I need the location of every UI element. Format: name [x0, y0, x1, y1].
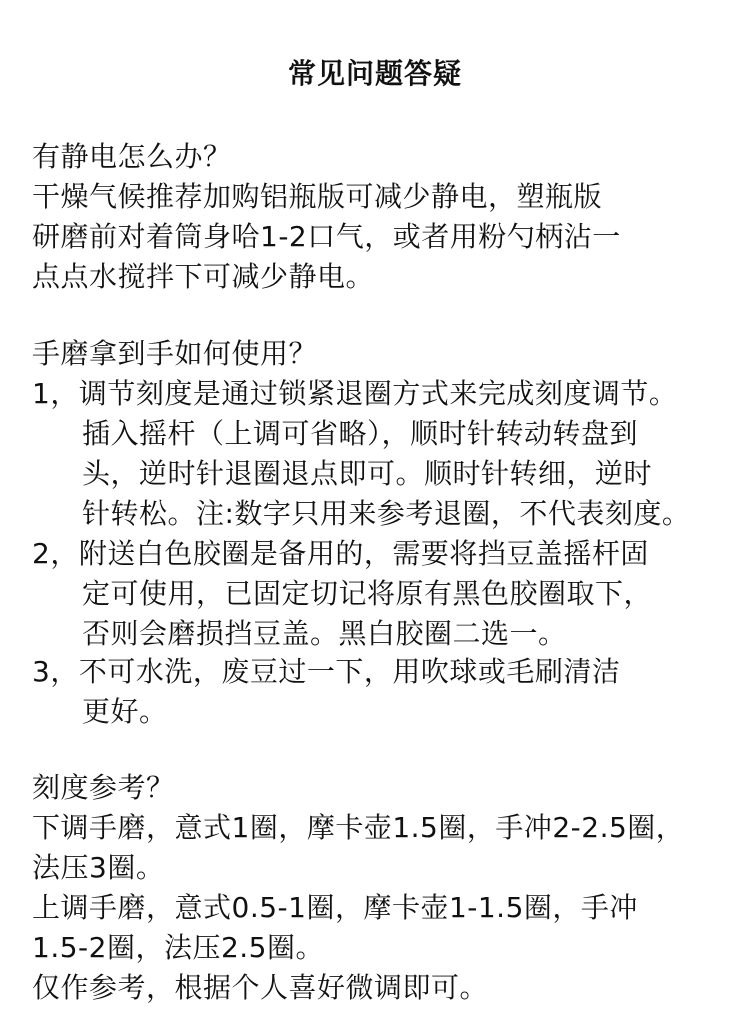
- list-item-3-continued: 更好。: [82, 695, 168, 728]
- answer-line: 点点水搅拌下可减少静电。: [32, 260, 375, 293]
- answer-line: 研磨前对着筒身哈1-2口气，或者用粉勺柄沾一: [32, 220, 621, 253]
- page-title: 常见问题答疑: [287, 57, 462, 90]
- reference-note: 仅作参考，根据个人喜好微调即可。: [32, 971, 489, 1004]
- section-heading-usage: 手磨拿到手如何使用？: [32, 337, 318, 370]
- list-item-1-continued: 头，逆时针退圈退点即可。顺时针转细，逆时: [82, 457, 653, 490]
- section-heading-static: 有静电怎么办？: [32, 140, 232, 173]
- list-item-2: 2，附送白色胶圈是备用的，需要将挡豆盖摇杆固: [32, 537, 649, 570]
- list-item-1: 1，调节刻度是通过锁紧退圈方式来完成刻度调节。: [32, 377, 678, 410]
- list-item-3: 3，不可水洗，废豆过一下，用吹球或毛刷清洁: [32, 655, 621, 688]
- reference-line: 下调手磨，意式1圈，摩卡壶1.5圈，手冲2-2.5圈，: [32, 811, 685, 844]
- section-heading-grind-reference: 刻度参考？: [32, 771, 175, 804]
- list-item-1-continued: 针转松。注:数字只用来参考退圈，不代表刻度。: [82, 497, 691, 530]
- reference-line: 法压3圈。: [32, 851, 165, 884]
- list-item-2-continued: 定可使用，已固定切记将原有黑色胶圈取下，: [82, 577, 653, 610]
- list-item-1-continued: 插入摇杆（上调可省略），顺时针转动转盘到: [82, 417, 639, 450]
- list-item-2-continued: 否则会磨损挡豆盖。黑白胶圈二选一。: [82, 617, 567, 650]
- answer-line: 干燥气候推荐加购铝瓶版可减少静电，塑瓶版: [32, 180, 603, 213]
- reference-line: 1.5-2圈，法压2.5圈。: [32, 931, 324, 964]
- reference-line: 上调手磨，意式0.5-1圈，摩卡壶1-1.5圈，手冲: [32, 891, 638, 924]
